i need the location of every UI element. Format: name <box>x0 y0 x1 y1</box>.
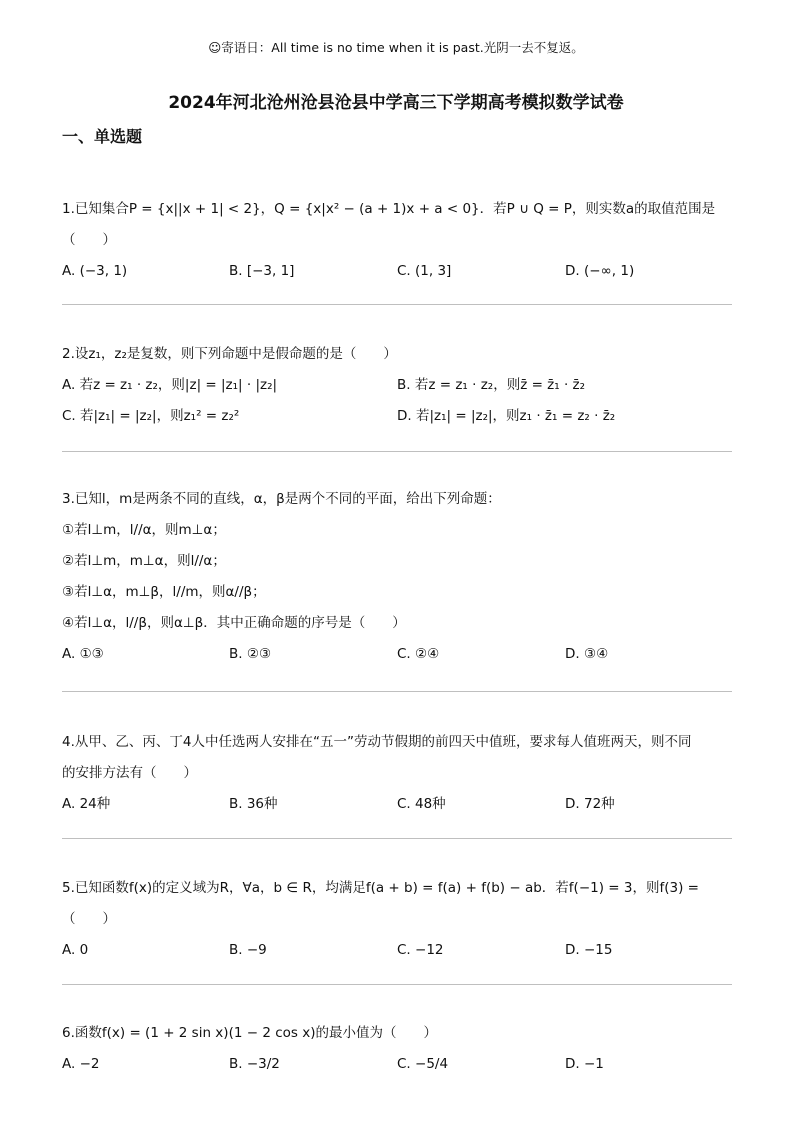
options-row <box>62 935 734 966</box>
option-c[interactable]: C. −5/4 <box>397 1056 449 1072</box>
question-text: 的安排方法有（ ） <box>62 765 197 781</box>
options-row <box>62 370 734 401</box>
divider <box>62 451 732 452</box>
question-text: 1.已知集合P = {x||x + 1| < 2}，Q = {x|x² − (a + 1)x + a < 0}．若P ∪ Q = P，则实数a的取值范围是 <box>62 201 716 217</box>
proposition-4: ④若l⊥α，l//β，则α⊥β．其中正确命题的序号是（ ） <box>62 615 406 631</box>
question-3 <box>62 484 734 670</box>
question-text: 5.已知函数f(x)的定义域为R，∀a，b ∈ R，均满足f(a + b) = f(a) + f(b) − ab．若f(−1) = 3，则f(3) = <box>62 880 699 896</box>
question-1 <box>62 194 734 287</box>
question-5 <box>62 873 734 966</box>
divider <box>62 984 732 985</box>
options-row <box>62 639 734 670</box>
question-text: 6.函数f(x) = (1 + 2 sin x)(1 − 2 cos x)的最小值为（ ） <box>62 1025 437 1041</box>
proposition-2: ②若l⊥m，m⊥α，则l//α； <box>62 553 226 569</box>
options-row <box>62 789 734 820</box>
option-c[interactable]: C. −12 <box>397 942 444 958</box>
option-b[interactable]: B. −3/2 <box>229 1056 280 1072</box>
option-a[interactable]: A. (−3, 1) <box>62 263 128 279</box>
options-row <box>62 401 734 432</box>
motto: ☺寄语日：All time is no time when it is past.光阴一去不复返。 <box>208 40 584 55</box>
option-d[interactable]: D. −1 <box>565 1056 604 1072</box>
options-row <box>62 1049 734 1080</box>
option-b[interactable]: B. [−3, 1] <box>229 263 295 279</box>
option-b[interactable]: B. ②③ <box>229 646 272 662</box>
section-heading: 一、单选题 <box>62 127 143 146</box>
divider <box>62 304 732 305</box>
option-d[interactable]: D. −15 <box>565 942 613 958</box>
option-a[interactable]: A. 0 <box>62 942 89 958</box>
option-a[interactable]: A. 若z = z₁ · z₂，则|z| = |z₁| · |z₂| <box>62 377 278 393</box>
option-d[interactable]: D. ③④ <box>565 646 609 662</box>
question-4 <box>62 727 734 820</box>
option-d[interactable]: D. 若|z₁| = |z₂|，则z₁ · z̄₁ = z₂ · z̄₂ <box>397 408 616 424</box>
option-d[interactable]: D. 72种 <box>565 796 615 812</box>
question-2 <box>62 339 734 432</box>
option-c[interactable]: C. (1, 3] <box>397 263 452 279</box>
option-c[interactable]: C. 若|z₁| = |z₂|，则z₁² = z₂² <box>62 408 240 424</box>
question-text: 2.设z₁，z₂是复数，则下列命题中是假命题的是（ ） <box>62 346 397 362</box>
option-b[interactable]: B. 若z = z₁ · z₂，则z̄ = z̄₁ · z̄₂ <box>397 377 586 393</box>
divider <box>62 691 732 692</box>
proposition-1: ①若l⊥m，l//α，则m⊥α； <box>62 522 226 538</box>
option-d[interactable]: D. (−∞, 1) <box>565 263 635 279</box>
question-text: 4.从甲、乙、丙、丁4人中任选两人安排在“五一”劳动节假期的前四天中值班，要求每人值班两天，则不同 <box>62 734 692 750</box>
question-text: （ ） <box>62 911 116 927</box>
option-a[interactable]: A. 24种 <box>62 796 111 812</box>
question-text: 3.已知l，m是两条不同的直线，α，β是两个不同的平面，给出下列命题： <box>62 491 501 507</box>
page-title: 2024年河北沧州沧县沧县中学高三下学期高考模拟数学试卷 <box>168 93 624 113</box>
option-b[interactable]: B. 36种 <box>229 796 278 812</box>
question-6 <box>62 1018 734 1080</box>
proposition-3: ③若l⊥α，m⊥β，l//m，则α//β； <box>62 584 266 600</box>
question-text: （ ） <box>62 232 116 248</box>
option-b[interactable]: B. −9 <box>229 942 267 958</box>
option-a[interactable]: A. −2 <box>62 1056 100 1072</box>
options-row <box>62 256 734 287</box>
divider <box>62 838 732 839</box>
option-c[interactable]: C. ②④ <box>397 646 440 662</box>
option-c[interactable]: C. 48种 <box>397 796 446 812</box>
option-a[interactable]: A. ①③ <box>62 646 104 662</box>
